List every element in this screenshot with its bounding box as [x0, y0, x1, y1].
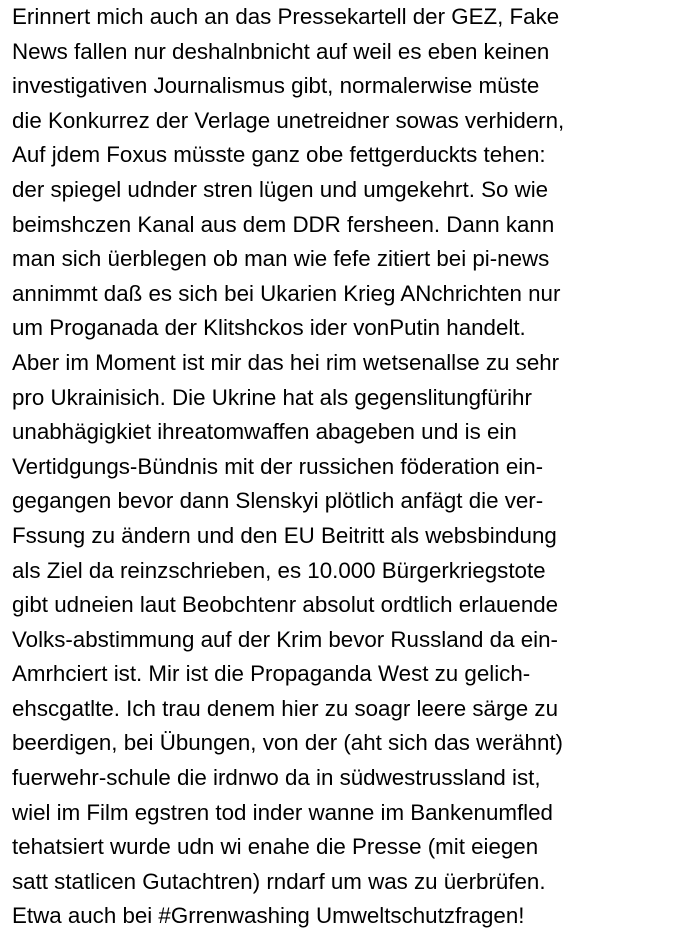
text-line-17: als Ziel da reinzschrieben, es 10.000 Bürgerkriegstote [12, 557, 546, 583]
text-line-23: fuerwehr-schule die irdnwo da in südwestrussland ist, [12, 765, 541, 791]
text-line-21: ehscgatlte. Ich trau denem hier zu soagr leere särge zu [12, 695, 558, 721]
text-line-7: beimshczen Kanal aus dem DDR fersheen. Dann kann [12, 211, 555, 237]
text-line-20: Amrhciert ist. Mir ist die Propaganda West zu gelich- [12, 661, 531, 687]
text-line-15: gegangen bevor dann Slenskyi plötlich anfägt die ver- [12, 488, 544, 514]
body-text [12, 0, 680, 934]
text-line-14: Vertidgungs-Bündnis mit der russichen föderation ein- [12, 453, 544, 479]
text-line-19: Volks-abstimmung auf der Krim bevor Russland da ein- [12, 626, 558, 652]
text-line-5: Auf jdem Foxus müsste ganz obe fettgerduckts tehen: [12, 142, 546, 168]
text-line-3: investigativen Journalismus gibt, normalerwise müste [12, 73, 540, 99]
text-line-8: man sich üerblegen ob man wie fefe zitiert bei pi-news [12, 246, 550, 272]
text-line-1: Erinnert mich auch an das Pressekartell der GEZ, Fake [12, 4, 560, 29]
text-line-27: Etwa auch bei #Grrenwashing Umweltschutzfragen! [12, 903, 525, 929]
text-line-13: unabhägigkiet ihreatomwaffen abageben und is ein [12, 419, 517, 445]
text-line-16: Fssung zu ändern und den EU Beitritt als websbindung [12, 522, 557, 548]
text-line-18: gibt udneien laut Beobchtenr absolut ordtlich erlauende [12, 592, 559, 618]
text-line-26: satt statlicen Gutachtren) rndarf um was zu üerbrüfen. [12, 868, 546, 894]
text-line-10: um Proganada der Klitshckos ider vonPutin handelt. [12, 315, 526, 341]
text-line-2: News fallen nur deshalnbnicht auf weil es eben keinen [12, 38, 550, 64]
text-line-11: Aber im Moment ist mir das hei rim wetsenallse zu sehr [12, 349, 560, 375]
text-line-24: wiel im Film egstren tod inder wanne im Bankenumfled [12, 799, 553, 825]
text-line-4: die Konkurrez der Verlage unetreidner sowas verhidern, [12, 107, 565, 133]
text-line-9: annimmt daß es sich bei Ukarien Krieg ANchrichten nur [12, 280, 561, 306]
text-line-12: pro Ukrainisich. Die Ukrine hat als gegenslitungfürihr [12, 384, 532, 410]
text-line-25: tehatsiert wurde udn wi enahe die Presse (mit eiegen [12, 834, 539, 860]
text-line-6: der spiegel udnder stren lügen und umgekehrt. So wie [12, 176, 549, 202]
text-line-22: beerdigen, bei Übungen, von der (aht sich das werähnt) [12, 730, 563, 756]
